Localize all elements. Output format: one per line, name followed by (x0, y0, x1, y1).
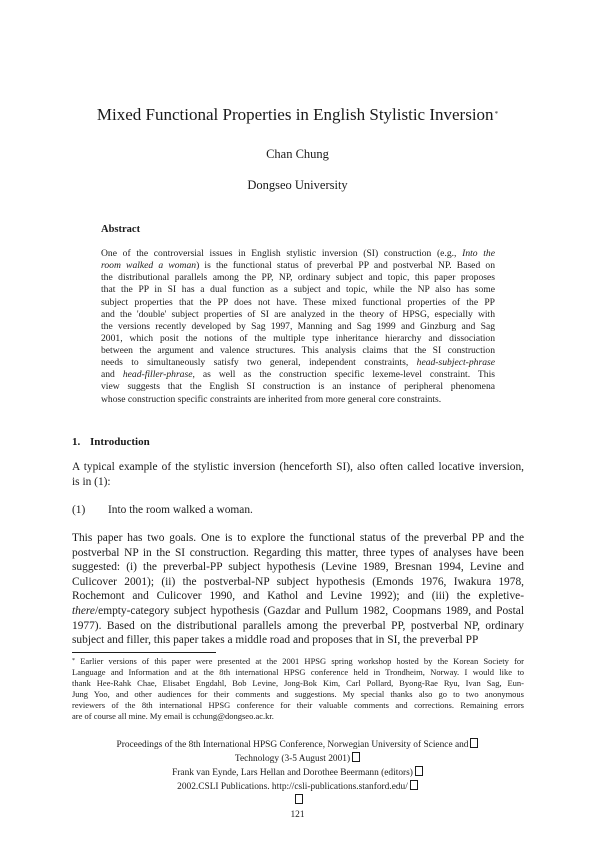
text-line: room walked a woman) is the functional status of preverbal PP and postverbal NP. Based on (101, 260, 495, 272)
text-line: Rochemont and Culicover 1990, and Kathol and Levine 1992); and (iii) the expletive- (72, 590, 524, 603)
text-line: that the PP in SI has a dual function as a subject and topic, while the NP also has some (101, 284, 495, 296)
text-line: This paper has two goals. One is to explore the functional status of the preverbal PP and the (72, 532, 524, 544)
text-line: needs to simultaneously satisfy two general, independent constraints, head-subject-phrase (101, 357, 495, 369)
missing-glyph-icon (415, 766, 423, 776)
text-line: view suggests that the English SI construction is an instance of peripheral phenomena (101, 381, 495, 393)
proceedings-line-2 (0, 752, 595, 766)
text-line: Culicover 2001); (ii) the postverbal-NP subject hypothesis (Emonds 1976, Iwakura 1978, (72, 575, 524, 588)
affiliation: Dongseo University (247, 178, 348, 192)
text-line: thank Hee-Rahk Chae, Elisabet Engdahl, Bob Levine, Jong-Bok Kim, Carl Pollard, Byong-Rae Ryu, Ivan Sag, Eun- (72, 677, 524, 688)
text-line: A typical example of the stylistic inversion (henceforth SI), also often called locative inversion, (72, 461, 524, 473)
text-line: the versions recently developed by Sag 1997, Manning and Sag 1999 and Ginzburg and Sag (101, 320, 495, 332)
proceedings-line-1 (0, 738, 595, 752)
text-line: reviewers of the 8th international HPSG conference for their valuable comments and corrections. Remaining errors (72, 699, 524, 710)
text-line: are of course all mine. My email is cchung@dongseo.ac.kr. (72, 710, 274, 721)
text-line: is in (1): (72, 475, 111, 488)
footnote-divider (72, 652, 216, 653)
title-footnote-mark: * (494, 110, 499, 118)
author-name: Chan Chung (266, 147, 329, 161)
text-line: 2001, which posit the notions of the multiple type inheritance hierarchy and dissociation (101, 332, 495, 344)
text-line: between the argument and valence structures. This analysis claims that the SI construction (101, 345, 495, 356)
text-line: Jung Yoo, and other audiences for their comments and suggestions. My special thanks also go to two anonymous (72, 688, 524, 699)
text-line: suggested: (i) the preverbal-PP subject hypothesis (Levine 1989, Bresnan 1994, Levine and (72, 561, 524, 574)
text-line: subject and filler, this paper takes a middle road and proposes that in SI, the preverbal PP (72, 634, 479, 647)
missing-glyph-icon (352, 752, 360, 762)
abstract-body (101, 248, 495, 406)
page-number: 121 (290, 810, 305, 820)
proceedings-text-4: 2002.CSLI Publications. http://csli-publications.stanford.edu/ (177, 782, 408, 792)
italic-text: Into the (462, 248, 495, 259)
example-sentence: Into the room walked a woman. (108, 504, 253, 516)
text-line: Language and Information and at the 8th international HPSG conference held in Trondheim, Norway. I would like to (72, 666, 524, 677)
text-line: One of the controversial issues in English stylistic inversion (SI) construction (e.g., Into the (101, 248, 495, 259)
text-line: whose construction specific constraints are inherited from more general core constraints. (101, 393, 442, 405)
italic-text: head-filler-phrase (122, 369, 193, 381)
section-title: Introduction (90, 436, 150, 448)
section-heading (72, 436, 150, 448)
paper-title-text: Mixed Functional Properties in English Stylistic Inversion (96, 105, 494, 124)
proceedings-text-2: Technology (3-5 August 2001) (234, 754, 351, 764)
goals-paragraph (72, 531, 524, 648)
footnote-mark: * (72, 658, 75, 664)
paper-title (0, 104, 595, 126)
proceedings-text-1: Proceedings of the 8th International HPSG Conference, Norwegian University of Science and (116, 740, 469, 750)
text-line: the distributional parallels among the PP, NP, ordinary subject and topic, this paper proposes (101, 272, 495, 284)
text-line: and head-filler-phrase, as well as the construction specific lexeme-level constraint. This (101, 369, 495, 381)
example-1 (72, 504, 253, 516)
abstract-heading: Abstract (101, 224, 141, 235)
proceedings-line-5 (0, 794, 595, 808)
text-line: 1977). Based on the distributional parallels among the preverbal PP, postverbal NP, ordinary (72, 619, 524, 632)
missing-glyph-icon (410, 780, 418, 790)
example-number: (1) (72, 504, 86, 516)
footnote (72, 656, 524, 721)
proceedings-line-3 (0, 766, 595, 780)
italic-text: there (72, 604, 95, 617)
italic-text: room walked a woman (101, 260, 197, 272)
text-line: * Earlier versions of this paper were presented at the 2001 HPSG spring workshop hosted by the Korean Society for (72, 656, 524, 666)
text-line: and the 'double' subject properties of SI are analyzed in the theory of HPSG, especially with (101, 308, 495, 320)
proceedings-text-3: Frank van Eynde, Lars Hellan and Dorothee Beermann (editors) (172, 768, 413, 778)
text-line: there/empty-category subject hypothesis (Gazdar and Pullum 1982, Coopmans 1989, and Postal (72, 604, 524, 617)
proceedings-line-4 (0, 780, 595, 794)
text-line: subject properties that the PP does not have. These mixed functional properties of the PP (101, 296, 495, 308)
text-line: postverbal NP in the SI construction. Regarding this matter, three types of analyses have been (72, 546, 524, 559)
section-number: 1. (72, 436, 81, 448)
intro-paragraph (72, 460, 524, 489)
missing-glyph-icon (470, 738, 478, 748)
italic-text: head-subject-phrase (416, 357, 495, 369)
missing-glyph-icon (295, 794, 303, 804)
